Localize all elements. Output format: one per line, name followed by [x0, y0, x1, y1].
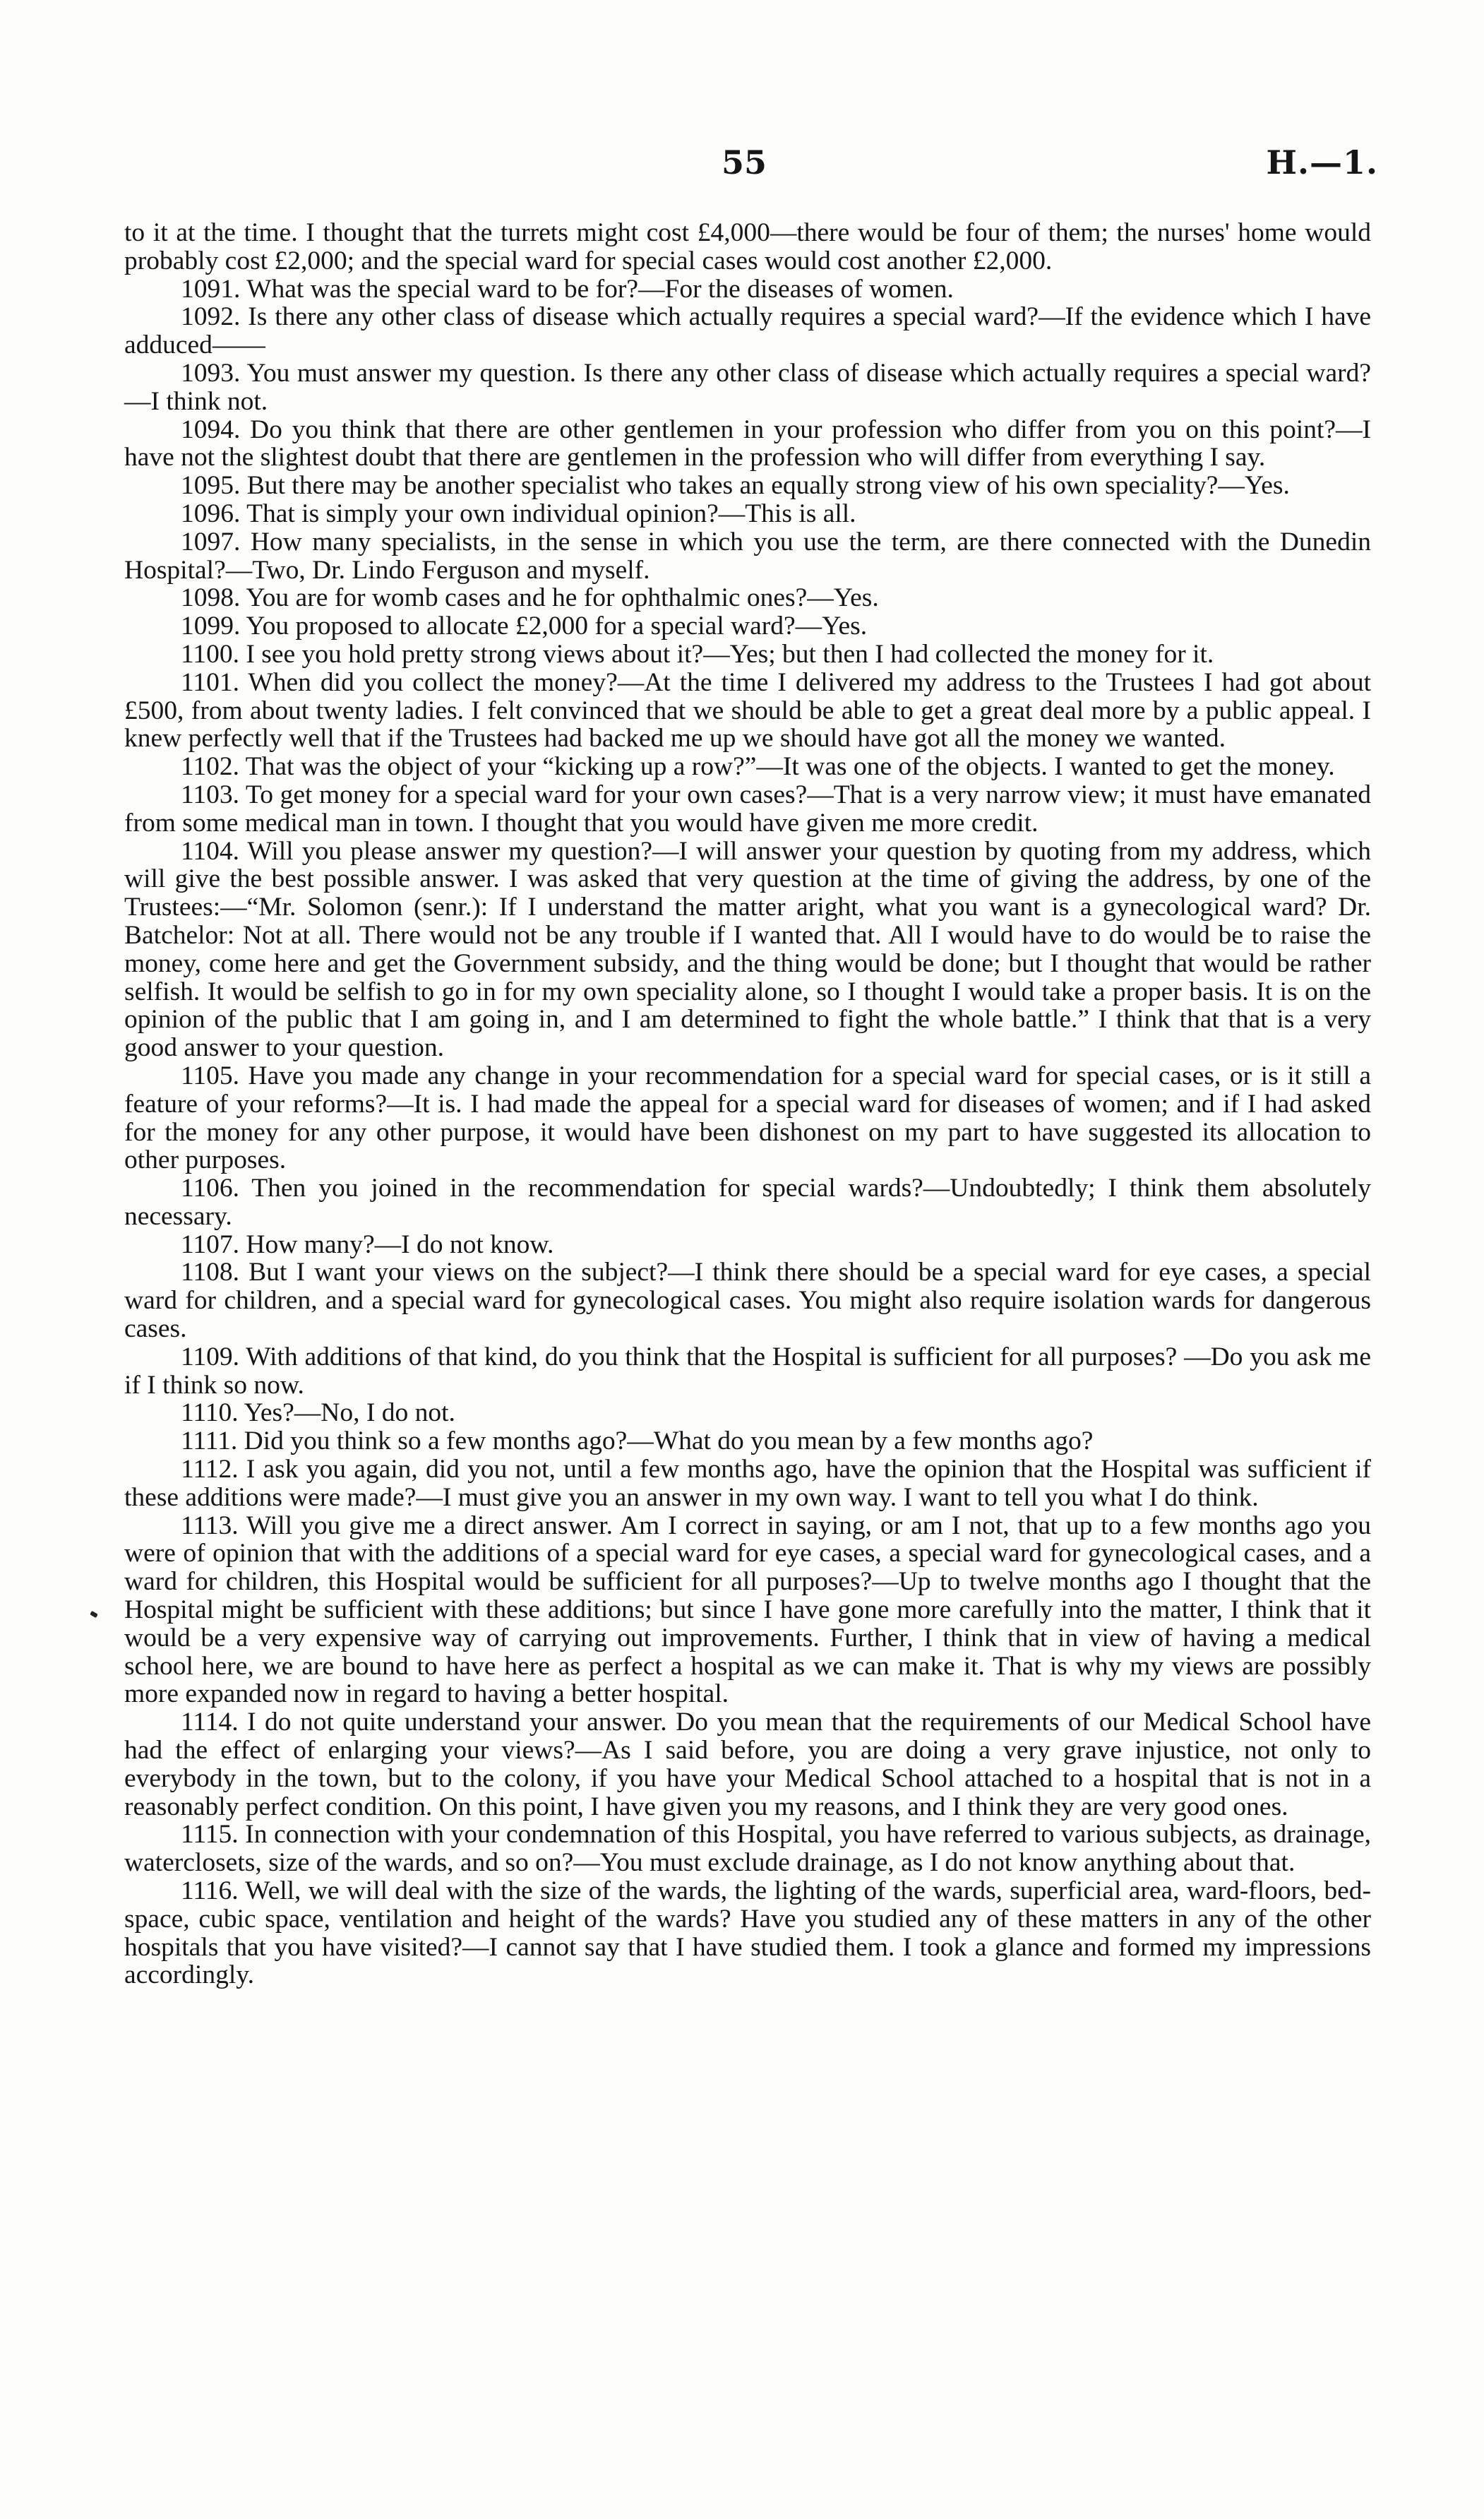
question-1109: 1109. With additions of that kind, do you think that the Hospital is sufficient for all purposes? —Do you ask me if I think so now. [124, 1342, 1371, 1400]
question-1108: 1108. But I want your views on the subject?—I think there should be a special ward for eye cases, a special ward for children, and a special ward for gynecological cases. You might also require isolation wards for dangerous cases. [124, 1258, 1371, 1344]
question-1095: 1095. But there may be another specialist who takes an equally strong view of his own speciality?—Yes. [181, 471, 1290, 501]
question-1103: 1103. To get money for a special ward for your own cases?—That is a very narrow view; it must have emanated from some medical man in town. I thought that you would have given me more credit. [124, 780, 1371, 838]
question-1094: 1094. Do you think that there are other gentlemen in your profession who differ from you on this point?—I have not the slightest doubt that there are gentlemen in the profession who will differ from everything I say. [124, 415, 1371, 472]
question-1098: 1098. You are for womb cases and he for ophthalmic ones?—Yes. [181, 583, 879, 613]
question-1114: 1114. I do not quite understand your answer. Do you mean that the requirements of our Medical School have had the effect of enlarging your views?—As I said before, you are doing a very grave injustice, not only to everybody in the town, but to the colony, if you have your Medical School attached to a hospital that is not in a reasonably perfect condition. On this point, I have given you my reasons, and I think they are very good ones. [124, 1708, 1371, 1821]
question-1115: 1115. In connection with your condemnation of this Hospital, you have referred to various subjects, as drainage, waterclosets, size of the wards, and so on?—You must exclude drainage, as I do not know anything about that. [124, 1820, 1371, 1878]
page-header [0, 141, 1484, 191]
question-1111: 1111. Did you think so a few months ago?—What do you mean by a few months ago? [181, 1427, 1094, 1456]
question-1092: 1092. Is there any other class of disease which actually requires a special ward?—If the evidence which I have adduced—— [124, 302, 1371, 360]
question-1112: 1112. I ask you again, did you not, until a few months ago, have the opinion that the Hospital was sufficient if these additions were made?—I must give you an answer in my own way. I want to tell you what I do think. [124, 1455, 1371, 1512]
question-1100: 1100. I see you hold pretty strong views about it?—Yes; but then I had collected the money for it. [181, 639, 1214, 669]
question-1097: 1097. How many specialists, in the sense in which you use the term, are there connected with the Dunedin Hospital?—Two, Dr. Lindo Ferguson and myself. [124, 527, 1371, 585]
question-1102: 1102. That was the object of your “kicking up a row?”—It was one of the objects. I wanted to get the money. [181, 752, 1335, 782]
question-1096: 1096. That is simply your own individual opinion?—This is all. [181, 499, 856, 528]
question-1116: 1116. Well, we will deal with the size of the wards, the lighting of the wards, superficial area, ward-floors, bed-space, cubic space, ventilation and height of the wards? Have you studied any of these matters in any of the other hospitals that you have visited?—I cannot say that I have studied them. I took a glance and formed my impressions accordingly. [124, 1876, 1371, 1990]
paragraph-continuation: to it at the time. I thought that the turrets might cost £4,000—there would be four of them; the nurses' home would probably cost £2,000; and the special ward for special cases would cost another £2,000. [124, 218, 1371, 275]
document-reference: H.—1. [1266, 143, 1378, 181]
question-1113: 1113. Will you give me a direct answer. Am I correct in saying, or am I not, that up to a few months ago you were of opinion that with the additions of a special ward for eye cases, a special ward for gynecological cases, and a ward for children, this Hospital would be sufficient for all purposes?—Up to twelve months ago I thought that the Hospital might be sufficient with these additions; but since I have gone more carefully into the matter, I think that it would be a very expensive way of carrying out improvements. Further, I think that in view of having a medical school here, we are bound to have here as perfect a hospital as we can make it. That is why my views are possibly more expanded now in regard to having a better hospital. [124, 1511, 1371, 1709]
ink-speck [90, 1611, 98, 1618]
question-1093: 1093. You must answer my question. Is there any other class of disease which actually requires a special ward?—I think not. [124, 358, 1371, 416]
question-1091: 1091. What was the special ward to be for?—For the diseases of women. [181, 274, 954, 304]
body-text [124, 219, 1371, 1989]
question-1110: 1110. Yes?—No, I do not. [181, 1398, 455, 1428]
question-1105: 1105. Have you made any change in your recommendation for a special ward for special cases, or is it still a feature of your reforms?—It is. I had made the appeal for a special ward for diseases of women; and if I had asked for the money for any other purpose, it would have been dishonest on my part to have suggested its allocation to other purposes. [124, 1061, 1371, 1175]
question-1101: 1101. When did you collect the money?—At the time I delivered my address to the Trustees I had got about £500, from about twenty ladies. I felt convinced that we should be able to get a great deal more by a public appeal. I knew perfectly well that if the Trustees had backed me up we should have got all the money we wanted. [124, 667, 1371, 754]
page-number: 55 [722, 143, 767, 181]
question-1106: 1106. Then you joined in the recommendation for special wards?—Undoubtedly; I think them absolutely necessary. [124, 1174, 1371, 1231]
question-1104: 1104. Will you please answer my question?—I will answer your question by quoting from my address, which will give the best possible answer. I was asked that very question at the time of giving the address, by one of the Trustees:—“Mr. Solomon (senr.): If I understand the matter aright, what you want is a gynecological ward? Dr. Batchelor: Not at all. There would not be any trouble if I wanted that. All I would have to do would be to raise the money, come here and get the Government subsidy, and the thing would be done; but I thought that would be rather selfish. It would be selfish to go in for my own speciality alone, so I thought I would take a proper basis. It is on the opinion of the public that I am going in, and I am determined to fight the whole battle.” I think that that is a very good answer to your question. [124, 836, 1371, 1063]
question-1099: 1099. You proposed to allocate £2,000 for a special ward?—Yes. [181, 612, 868, 641]
question-1107: 1107. How many?—I do not know. [181, 1229, 554, 1259]
